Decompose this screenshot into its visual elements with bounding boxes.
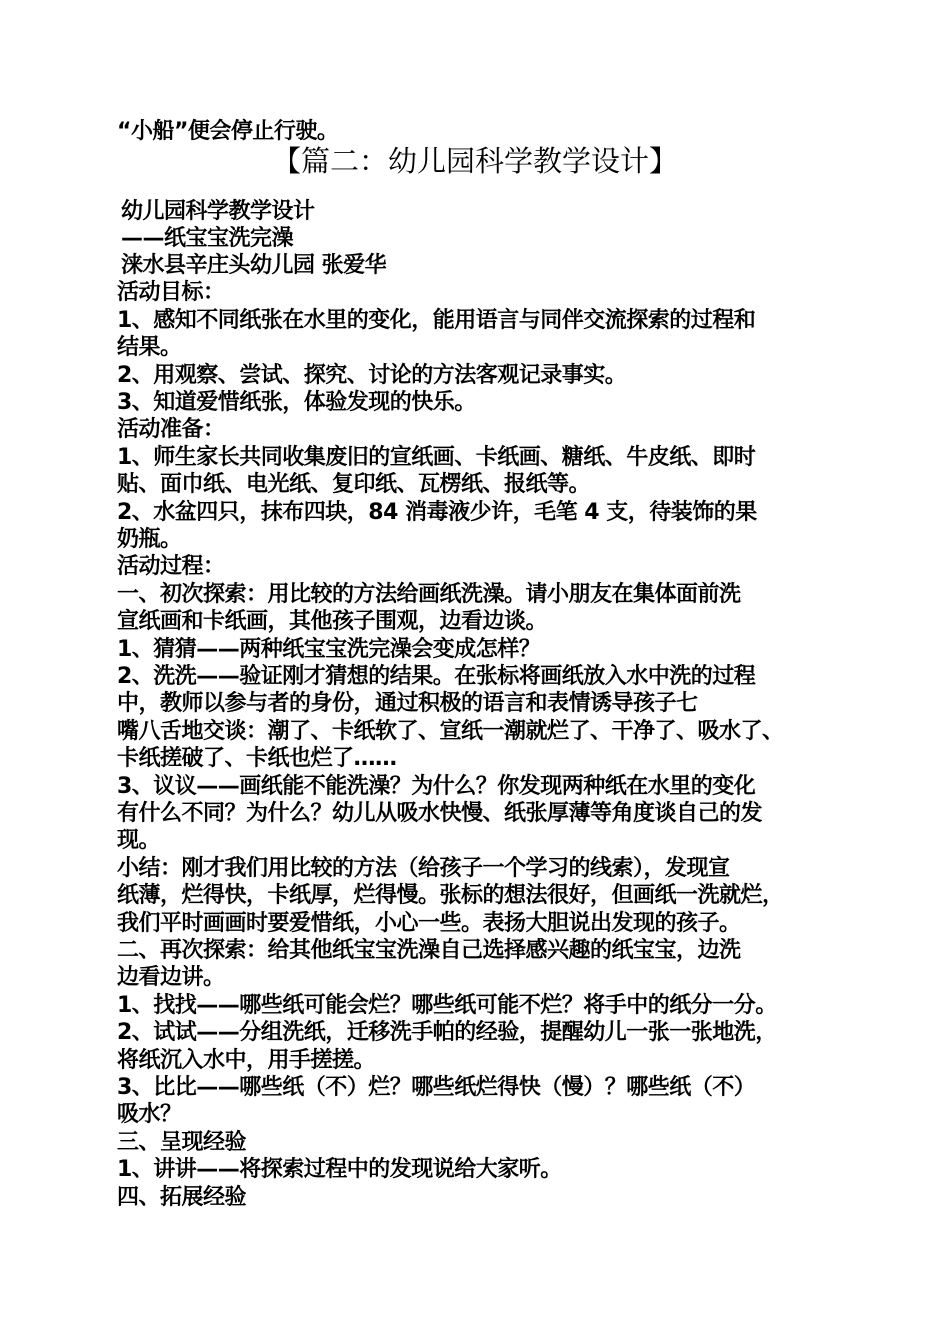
text-line: 二、再次探索：给其他纸宝宝洗澡自己选择感兴趣的纸宝宝，边洗 (117, 938, 741, 963)
text-line: 有什么不同？为什么？幼儿从吸水快慢、纸张厚薄等角度谈自己的发 (117, 801, 763, 826)
text-line: 奶瓶。 (117, 527, 182, 552)
text-line: 1、找找——哪些纸可能会烂？哪些纸可能不烂？将手中的纸分一分。 (117, 993, 777, 1018)
text-line: 一、初次探索：用比较的方法给画纸洗澡。请小朋友在集体面前洗 (117, 582, 741, 607)
doc-author: 涞水县辛庄头幼儿园 张爱华 (121, 253, 387, 278)
section-label: 四、拓展经验 (117, 1185, 247, 1210)
section-heading: 【篇二：幼儿园科学教学设计】 (271, 144, 678, 178)
text-line: 3、知道爱惜纸张，体验发现的快乐。 (117, 390, 476, 415)
text-line: 1、感知不同纸张在水里的变化，能用语言与同伴交流探索的过程和 (117, 308, 756, 333)
text-line: 贴、面巾纸、电光纸、复印纸、瓦楞纸、报纸等。 (117, 472, 591, 497)
text-line: 卡纸搓破了、卡纸也烂了…… (117, 746, 397, 771)
text-line: 1、猜猜——两种纸宝宝洗完澡会变成怎样？ (117, 637, 541, 662)
section-label: 三、呈现经验 (117, 1130, 247, 1155)
text-line: 2、水盆四只，抹布四块，84 消毒液少许，毛笔 4 支，待装饰的果 (117, 500, 757, 525)
section-label: 活动准备： (117, 417, 225, 442)
text-line: 3、议议——画纸能不能洗澡？为什么？你发现两种纸在水里的变化 (117, 774, 756, 799)
text-line: 2、洗洗——验证刚才猜想的结果。在张标将画纸放入水中洗的过程 (117, 664, 756, 689)
text-line: “小船”便会停止行驶。 (117, 119, 339, 144)
section-label: 活动目标： (117, 280, 225, 305)
text-line: 边看边讲。 (117, 965, 225, 990)
text-line: 我们平时画画时要爱惜纸，小心一些。表扬大胆说出发现的孩子。 (117, 911, 741, 936)
text-line: 嘴八舌地交谈：潮了、卡纸软了、宣纸一潮就烂了、干净了、吸水了、 (117, 719, 784, 744)
text-line: 纸薄，烂得快，卡纸厚，烂得慢。张标的想法很好，但画纸一洗就烂， (117, 883, 784, 908)
doc-title: 幼儿园科学教学设计 (121, 199, 315, 224)
text-line: 吸水？ (117, 1102, 182, 1127)
text-line: 将纸沉入水中，用手搓搓。 (117, 1048, 376, 1073)
text-line: 2、用观察、尝试、探究、讨论的方法客观记录事实。 (117, 363, 627, 388)
text-line: 结果。 (117, 335, 182, 360)
text-line: 小结：刚才我们用比较的方法（给孩子一个学习的线索），发现宣 (117, 856, 730, 881)
text-line: 宣纸画和卡纸画，其他孩子围观，边看边谈。 (117, 609, 548, 634)
text-line: 现。 (117, 828, 161, 853)
text-line: 1、讲讲——将探索过程中的发现说给大家听。 (117, 1157, 562, 1182)
text-line: 2、试试——分组洗纸，迁移洗手帕的经验，提醒幼儿一张一张地洗， (117, 1020, 777, 1045)
text-line: 3、比比——哪些纸（不）烂？哪些纸烂得快（慢）？哪些纸（不） (117, 1075, 756, 1100)
text-line: 1、师生家长共同收集废旧的宣纸画、卡纸画、糖纸、牛皮纸、即时 (117, 445, 756, 470)
doc-subtitle: ——纸宝宝洗完澡 (121, 226, 294, 251)
section-label: 活动过程： (117, 554, 225, 579)
text-line: 中，教师以参与者的身份，通过积极的语言和表情诱导孩子七 (117, 691, 698, 716)
